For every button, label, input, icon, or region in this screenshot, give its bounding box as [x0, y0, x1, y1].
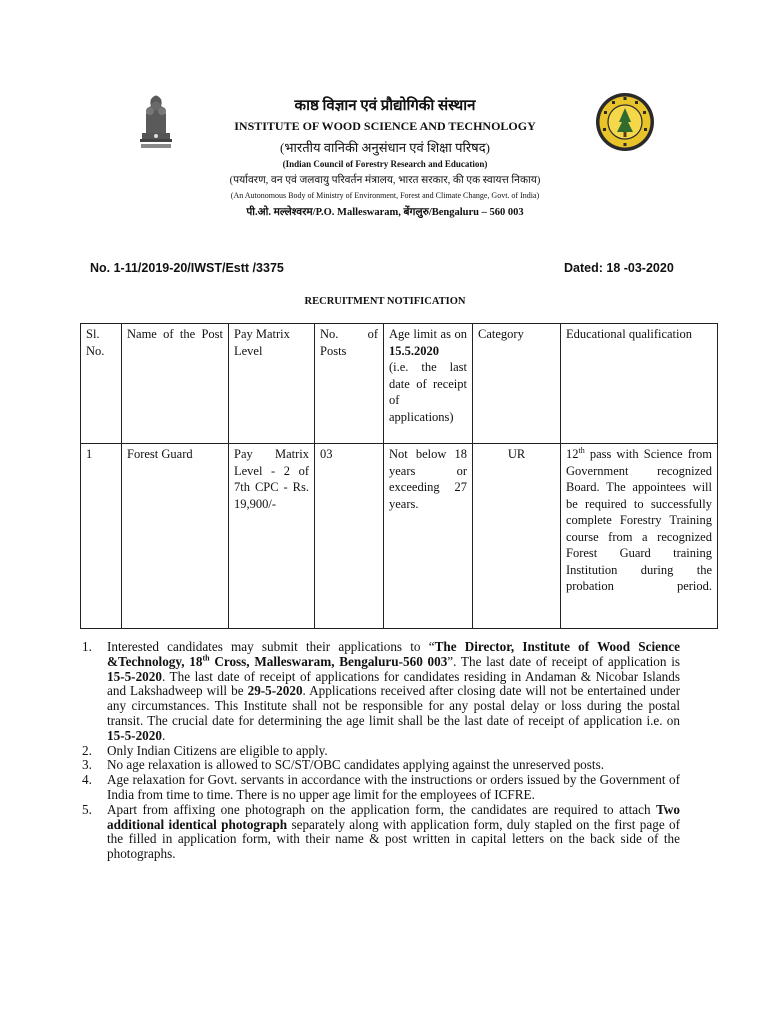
cell-pay-level — [229, 444, 315, 629]
header-sl-no: Sl. No. — [81, 324, 122, 444]
table-header-row — [81, 324, 718, 444]
council-name-hindi: (भारतीय वानिकी अनुसंधान एवं शिक्षा परिषद) — [280, 140, 490, 155]
cell-qualification — [561, 444, 718, 629]
recruitment-table — [80, 323, 718, 629]
note5-text-1: Apart from affixing one photograph on the application form, the candidates are required to attach — [107, 801, 657, 817]
note-number: 1. — [82, 639, 92, 654]
qual-sup: th — [578, 445, 585, 455]
reference-number: No. 1-11/2019-20/IWST/Estt /3375 — [90, 261, 284, 275]
qual-12: 12 — [566, 447, 579, 461]
note1-text-4: . Applications received after closing date will not be entertained under any circumstances. This Institute shall not be responsible for any postal delay or loss during the postal transit. The crucial date for determining the age limit shall be the last date of receipt of application i.e. on — [107, 683, 680, 728]
note1-text-3: . The last date of receipt of applications for candidates residing in Andaman & Nicobar Islands and Lakshadweep will be — [107, 668, 680, 699]
list-item — [82, 773, 680, 803]
note3-text: No age relaxation is allowed to SC/ST/OBC candidates applying against the unreserved posts. — [107, 757, 604, 773]
note1-sup: th — [202, 653, 210, 663]
cell-age-limit-text: Not below 18 years or exceeding 27 years. — [389, 447, 467, 511]
note1-bold-address: The Director, Institute of Wood Science &Technology, 18 — [107, 639, 681, 669]
date: Dated: 18 -03-2020 — [564, 261, 674, 275]
note5-text-2: separately along with application form, duly stapled on the first page of the filled in application form, with their name & post written in capital letters on the back side of the photographs. — [107, 816, 681, 862]
cell-sl-no: 1 — [81, 444, 122, 629]
list-item — [82, 758, 680, 773]
notice-title: RECRUITMENT NOTIFICATION — [304, 296, 466, 307]
note-number: 3. — [82, 757, 92, 773]
council-name: (Indian Council of Forestry Research and Education) — [282, 159, 488, 169]
cell-age-limit — [384, 444, 473, 629]
note2-text: Only Indian Citizens are eligible to apply. — [107, 742, 328, 758]
header-age-limit — [384, 324, 473, 444]
header-category: Category — [473, 324, 561, 444]
cell-pay-level-text: Pay Matrix Level - 2 of 7th CPC - Rs. 19,900/- — [234, 447, 309, 511]
note4-text: Age relaxation for Govt. servants in accordance with the instructions or orders issued by the Government of India from time to time. There is no upper age limit for the employees of ICFRE. — [107, 772, 680, 802]
institute-name: INSTITUTE OF WOOD SCIENCE AND TECHNOLOGY — [234, 119, 536, 133]
note1-island-date: 29-5-2020 — [247, 683, 303, 699]
note1-text-5: . — [161, 727, 166, 743]
note1-text-2: ”. The last date of receipt of application is — [447, 653, 680, 669]
header-post-name — [122, 324, 229, 444]
note5-bold-photo: Two additional identical photograph — [107, 801, 680, 832]
ministry-english: (An Autonomous Body of Ministry of Environment, Forest and Climate Change, Govt. of India) — [230, 191, 540, 200]
list-item — [82, 803, 680, 862]
note-number: 4. — [82, 772, 92, 788]
note-number: 2. — [82, 742, 92, 758]
hindi-title: काष्ठ विज्ञान एवं प्रौद्योगिकी संस्थान — [294, 98, 476, 114]
note-number: 5. — [82, 801, 92, 817]
header-qualification: Educational qualification — [561, 324, 718, 444]
table-row — [81, 444, 718, 629]
header-age-suffix: (i.e. the last date of receipt of applications) — [389, 360, 467, 424]
note1-text-1: Interested candidates may submit their applications to “ — [107, 639, 435, 654]
cell-no-of-posts: 03 — [315, 444, 384, 629]
note1-last-date: 15-5-2020 — [107, 668, 162, 684]
list-item — [82, 640, 680, 744]
header-age-prefix: Age limit as on — [389, 327, 467, 341]
header-post-name-text: Name of the Post — [127, 327, 223, 341]
header-no-of-posts-text: No. of Posts — [320, 327, 378, 358]
list-item — [82, 744, 680, 759]
cell-category: UR — [473, 444, 561, 629]
address: पी.ओ. मल्लेश्वरम/P.O. Malleswaram, बेंगलुरु/Bengaluru – 560 003 — [246, 207, 524, 218]
header-no-of-posts — [315, 324, 384, 444]
ministry-hindi: (पर्यावरण, वन एवं जलवायु परिवर्तन मंत्रालय, भारत सरकार, की एक स्वायत्त निकाय) — [229, 175, 541, 186]
note1-crucial-date: 15-5-2020 — [107, 727, 162, 743]
cell-qualification-text — [566, 446, 712, 595]
notes-list — [82, 640, 680, 862]
cell-post-name: Forest Guard — [122, 444, 229, 629]
note1-bold-address-2: Cross, Malleswaram, Bengaluru-560 003 — [209, 653, 448, 669]
header-pay-level: Pay Matrix Level — [229, 324, 315, 444]
header-age-date: 15.5.2020 — [389, 343, 439, 358]
qual-rest: pass with Science from Government recognized Board. The appointees will be required to successfully complete Forestry Training course from a recognized Forest Guard training Institution during the probation period. — [566, 447, 712, 593]
